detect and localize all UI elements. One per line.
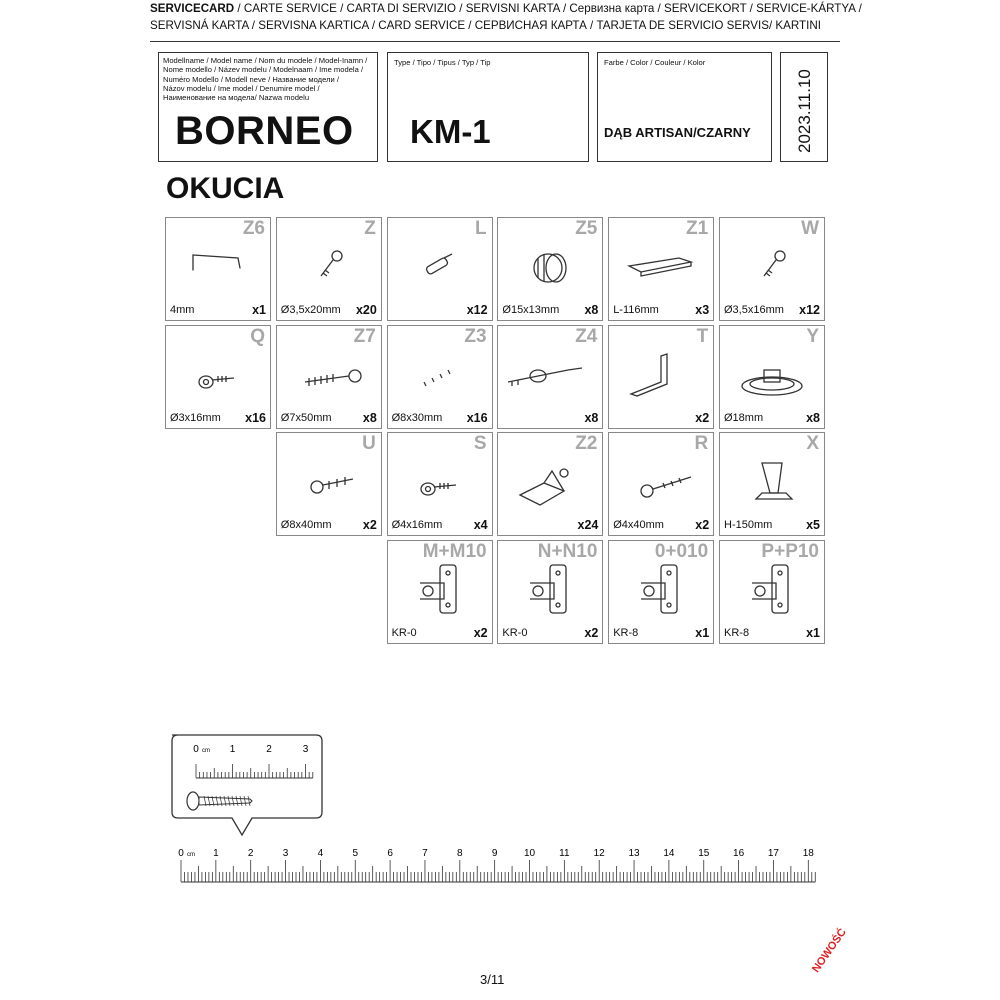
part-quantity: x12: [466, 303, 488, 317]
big-ruler-label: 9: [491, 848, 498, 859]
header-line-1: / CARTE SERVICE / CARTA DI SERVIZIO / SERVISNI KARTA / Сервизна карта / SERVICEKORT / SERVICE-KÁRTYA /: [234, 2, 862, 15]
part-quantity: x2: [695, 518, 710, 532]
small-ruler-label: 1: [229, 744, 236, 755]
part-dimension: L-116mm: [613, 304, 659, 316]
part-quantity: x3: [695, 303, 710, 317]
header-line-2: SERVISNÁ KARTA / SERVISNA KARTICA / CARD SERVICE / СЕРВИСНАЯ КАРТА / TARJETA DE SERVICIO SERVIS/ KARTINI: [150, 19, 821, 32]
big-ruler-label: 15: [698, 848, 710, 859]
part-code: M+M10: [422, 540, 487, 562]
part-dimension: Ø8x40mm: [280, 519, 332, 531]
part-code: Y: [806, 325, 819, 347]
part-quantity: x2: [362, 518, 377, 532]
part-code: Z: [364, 218, 376, 239]
part-code: Z2: [575, 433, 598, 454]
part-code: Z1: [686, 218, 709, 239]
model-name: BORNEO: [175, 109, 354, 153]
small-ruler-label: 3: [302, 744, 309, 755]
big-ruler-label: 13: [628, 848, 640, 859]
part-quantity: x12: [799, 303, 820, 317]
big-ruler-label: 16: [733, 848, 745, 859]
part-quantity: x20: [355, 303, 377, 317]
part-quantity: x8: [584, 303, 599, 317]
big-ruler-label: 18: [802, 848, 814, 859]
part-quantity: x8: [362, 410, 377, 425]
part-quantity: x2: [584, 625, 599, 640]
part-dimension: Ø15x13mm: [502, 304, 560, 316]
part-quantity: x8: [584, 410, 599, 425]
part-code: Z4: [575, 325, 598, 347]
part-code: R: [694, 433, 709, 454]
color-value: DĄB ARTISAN/CZARNY: [604, 125, 751, 140]
big-ruler-label: 17: [767, 848, 780, 859]
part-quantity: x5: [806, 518, 820, 532]
part-dimension: Ø4x40mm: [613, 519, 664, 531]
part-dimension: KR-0: [502, 626, 528, 639]
part-dimension: H-150mm: [724, 519, 773, 531]
part-quantity: x8: [806, 410, 820, 425]
part-code: Z6: [242, 218, 265, 239]
part-quantity: x1: [695, 625, 710, 640]
part-dimension: 4mm: [170, 304, 195, 316]
color-label: Farbe / Color / Couleur / Kolor: [604, 58, 706, 67]
big-ruler-label: 11: [559, 848, 570, 859]
part-dimension: KR-0: [391, 626, 417, 639]
part-dimension: Ø3,5x20mm: [280, 304, 341, 316]
part-code: W: [801, 218, 819, 239]
part-dimension: Ø18mm: [724, 411, 764, 424]
part-dimension: Ø8x30mm: [391, 411, 443, 424]
big-ruler-label: 6: [387, 848, 393, 859]
big-ruler-label: 8: [457, 848, 463, 859]
big-ruler-label: 1: [213, 848, 219, 859]
type-label: Type / Tipo / Tipus / Typ / Tip: [394, 58, 491, 67]
big-ruler-label: 4: [317, 848, 324, 859]
part-code: T: [696, 325, 709, 347]
part-quantity: x2: [695, 410, 710, 425]
small-ruler-unit: cm: [202, 748, 210, 754]
part-quantity: x1: [252, 303, 266, 317]
part-dimension: KR-8: [724, 626, 750, 639]
part-quantity: x16: [466, 410, 488, 425]
type-value: KM-1: [410, 113, 491, 150]
part-code: S: [473, 433, 487, 454]
big-ruler-label: 2: [247, 848, 254, 859]
big-ruler-label: 5: [352, 848, 359, 859]
big-ruler-label: 10: [523, 848, 536, 859]
part-dimension: Ø3,5x16mm: [724, 304, 784, 316]
big-ruler-label: 12: [593, 848, 605, 859]
part-code: Z3: [464, 325, 487, 347]
part-quantity: x1: [806, 625, 820, 640]
new-stamp: NOWOŚĆ: [810, 926, 849, 975]
part-quantity: x24: [577, 518, 599, 532]
section-title: OKUCIA: [166, 172, 285, 205]
page-number: 3/11: [480, 972, 505, 987]
part-dimension: Ø4x16mm: [391, 519, 443, 531]
screw-head-icon: [187, 792, 199, 810]
part-code: N+N10: [537, 540, 598, 562]
part-code: L: [474, 218, 487, 239]
big-ruler-label: 7: [422, 848, 428, 859]
part-code: U: [362, 433, 376, 454]
part-dimension: KR-8: [613, 626, 639, 639]
part-code: P+P10: [761, 540, 819, 562]
big-ruler-label: 3: [282, 848, 289, 859]
part-code: X: [806, 433, 819, 454]
part-quantity: x2: [473, 625, 488, 640]
big-ruler-unit: cm: [187, 852, 195, 858]
small-ruler-label: 0: [193, 744, 199, 755]
part-code: Z7: [353, 325, 376, 347]
part-code: Z5: [575, 218, 598, 239]
small-ruler-label: 2: [266, 744, 272, 755]
part-code: Q: [250, 325, 265, 347]
header-bold: SERVICECARD: [150, 2, 235, 15]
part-code: 0+010: [654, 540, 709, 562]
big-ruler-label: 14: [663, 848, 675, 859]
part-dimension: Ø3x16mm: [170, 411, 221, 424]
big-ruler-label: 0: [178, 848, 184, 859]
part-dimension: Ø7x50mm: [280, 411, 332, 424]
part-quantity: x16: [245, 410, 266, 425]
date-value: 2023.11.10: [795, 69, 814, 153]
part-quantity: x4: [473, 518, 488, 532]
model-label: Modellname / Model name / Nom du modele / Model-Inamn / Nome modello / Název modelu / Modelnaam / Ime modela / Numéro Modello / Modell neve / Название модели / Názov modelu / Ime model / Denumire model / Наименование на модела/ Nazwa modelu: [163, 56, 368, 103]
